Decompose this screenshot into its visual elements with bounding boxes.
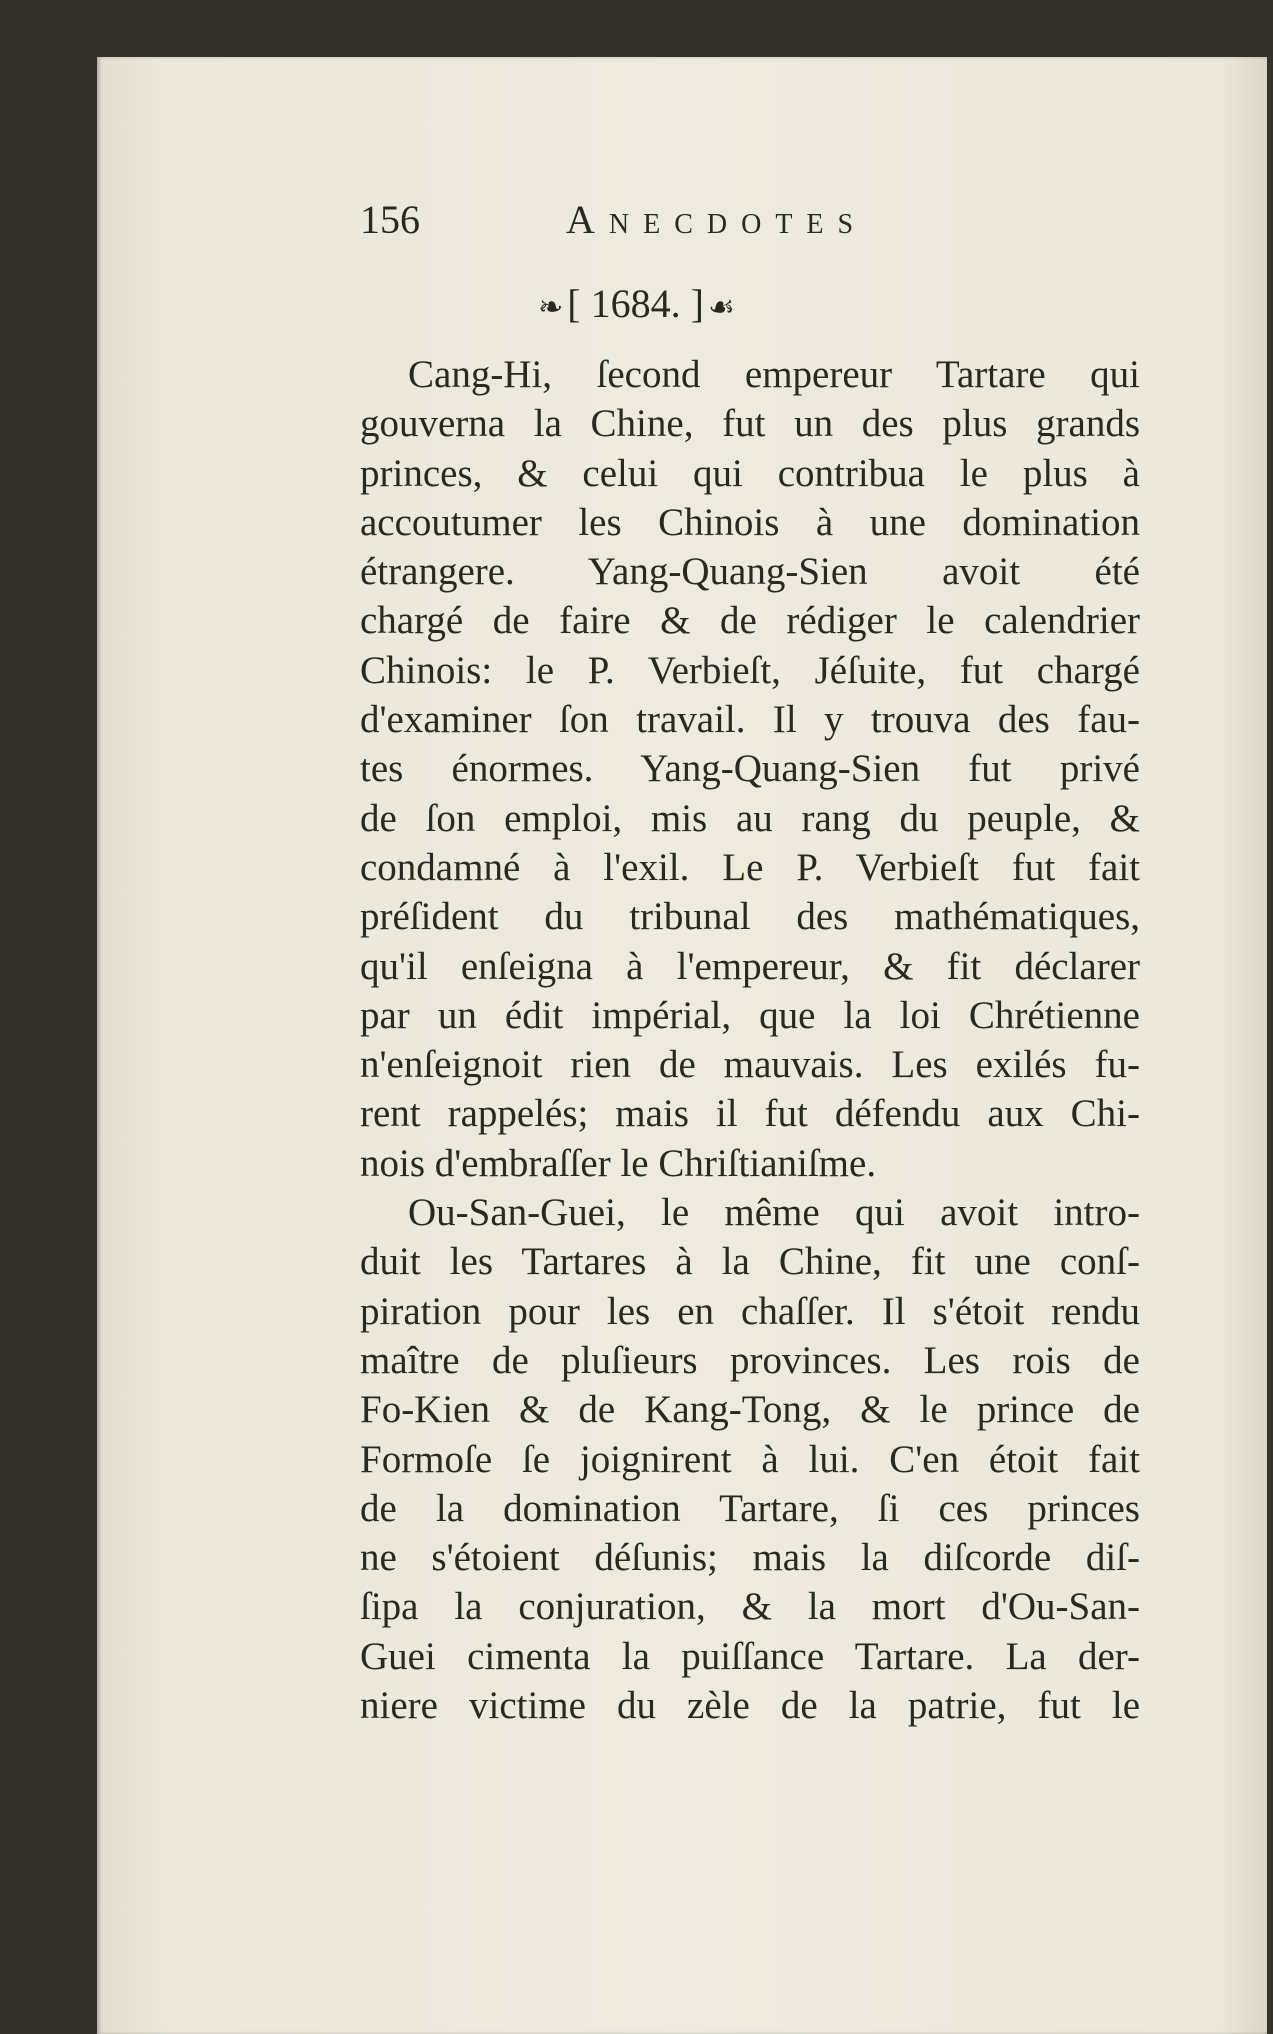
text-line: n'enſeignoit rien de mauvais. Les exilés fu-	[360, 1043, 1140, 1087]
body-text	[360, 350, 1140, 1730]
text-line: Formoſe ſe joignirent à lui. C'en étoit fait	[360, 1437, 1140, 1481]
text-line: duit les Tartares à la Chine, fit une conſ-	[360, 1240, 1140, 1284]
text-line: ne s'étoient déſunis; mais la diſcorde diſ-	[360, 1536, 1140, 1580]
text-line: préſident du tribunal des mathématiques,	[360, 895, 1140, 939]
text-line: de la domination Tartare, ſi ces princes	[360, 1486, 1140, 1530]
right-fleuron-icon: ☙	[707, 291, 735, 325]
text-line: ſipa la conjuration, & la mort d'Ou-San-	[360, 1585, 1140, 1629]
text-line: chargé de faire & de rédiger le calendrier	[360, 599, 1140, 643]
text-line: de ſon emploi, mis au rang du peuple, &	[360, 796, 1140, 840]
text-line: condamné à l'exil. Le P. Verbieſt fut fait	[360, 845, 1140, 889]
text-line: nois d'embraſſer le Chriſtianiſme.	[360, 1141, 877, 1185]
text-line: maître de pluſieurs provinces. Les rois de	[360, 1338, 1140, 1382]
text-line: Cang-Hi, ſecond empereur Tartare qui	[408, 353, 1140, 396]
text-line: tes énormes. Yang-Quang-Sien fut privé	[360, 747, 1140, 791]
text-line: niere victime du zèle de la patrie, fut le	[360, 1684, 1140, 1728]
text-line: par un édit impérial, que la loi Chrétienne	[360, 993, 1140, 1037]
text-line: princes, & celui qui contribua le plus à	[360, 451, 1140, 495]
text-line: Chinois: le P. Verbieſt, Jéſuite, fut chargé	[360, 648, 1140, 692]
text-line: d'examiner ſon travail. Il y trouva des fau-	[360, 698, 1140, 742]
text-line: Fo-Kien & de Kang-Tong, & le prince de	[360, 1388, 1140, 1432]
text-line: accoutumer les Chinois à une domination	[360, 500, 1140, 544]
date-heading-text: [ 1684. ]	[567, 281, 704, 326]
date-heading	[0, 280, 1273, 327]
text-line: piration pour les en chaſſer. Il s'étoit rendu	[360, 1289, 1140, 1333]
page-number: 156	[360, 197, 420, 242]
text-line: qu'il enſeigna à l'empereur, & fit déclarer	[360, 944, 1140, 988]
left-fleuron-icon: ❧	[538, 291, 564, 325]
text-line: gouverna la Chine, fut un des plus grands	[360, 402, 1140, 446]
text-line: Ou-San-Guei, le même qui avoit intro-	[408, 1191, 1140, 1235]
text-line: Guei cimenta la puiſſance Tartare. La der-	[360, 1634, 1140, 1678]
text-line: rent rappelés; mais il fut défendu aux Chi-	[360, 1092, 1140, 1136]
running-head: Anecdotes	[566, 197, 868, 242]
text-line: étrangere. Yang-Quang-Sien avoit été	[360, 550, 1140, 594]
